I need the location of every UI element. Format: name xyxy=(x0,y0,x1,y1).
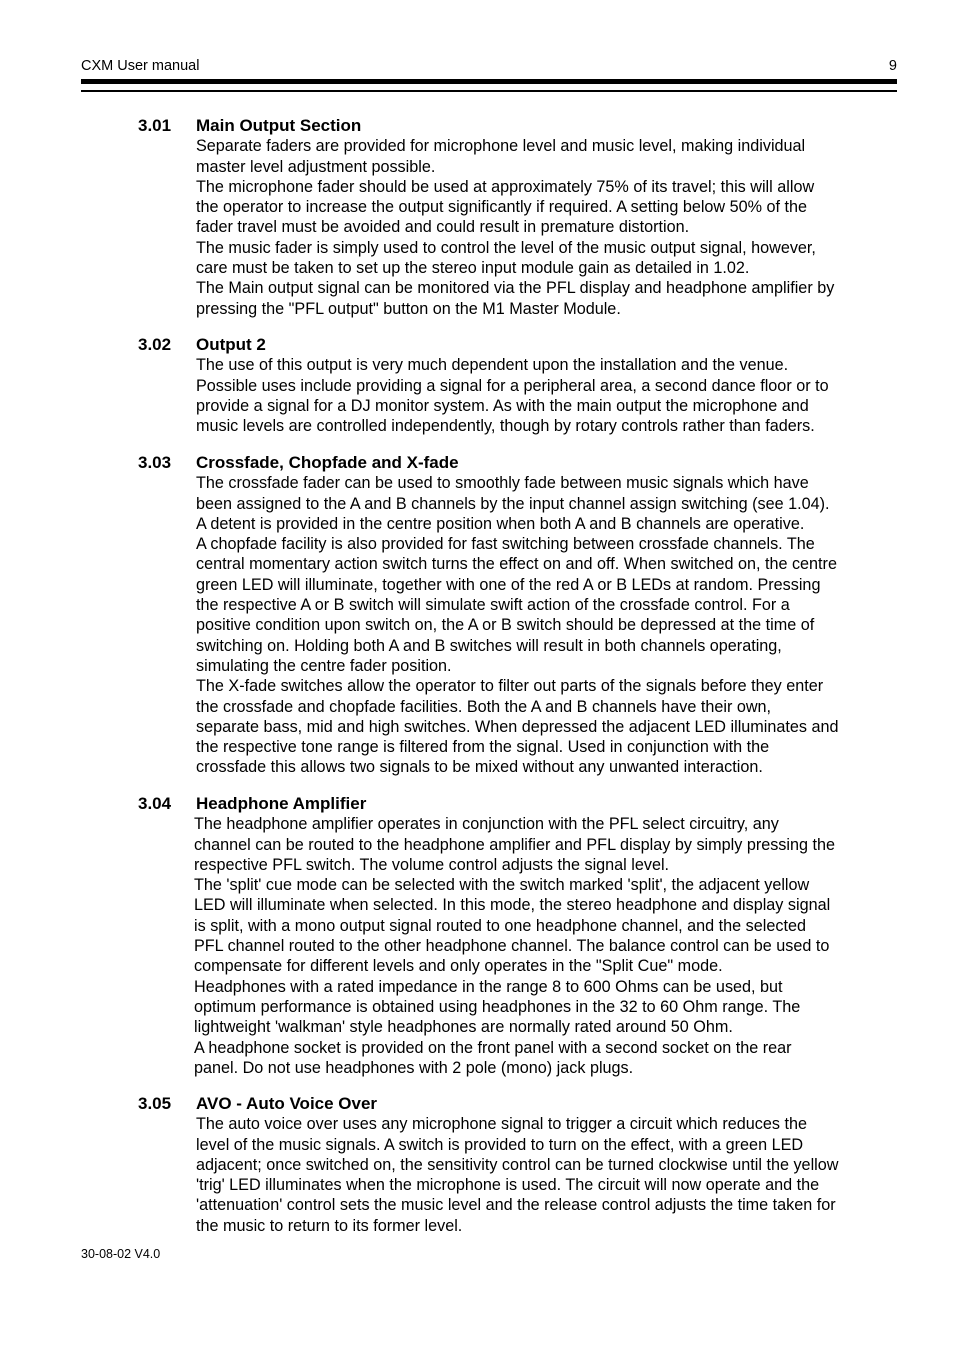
text-line: The microphone fader should be used at approximately 75% of its travel; this will allow xyxy=(196,177,815,196)
text-line: the music to return to its former level. xyxy=(196,1216,463,1235)
text-line: compensate for different levels and only operates in the "Split Cue" mode. xyxy=(194,957,723,976)
section-number: 3.01 xyxy=(138,116,172,135)
text-line: The X-fade switches allow the operator to filter out parts of the signals before they enter xyxy=(196,677,824,696)
section-heading: Output 2 xyxy=(196,335,266,354)
text-line: pressing the "PFL output" button on the M1 Master Module. xyxy=(196,299,621,318)
text-line: 'attenuation' control sets the music level and the release control adjusts the time taken for xyxy=(196,1196,836,1215)
text-line: A detent is provided in the centre position when both A and B channels are operative. xyxy=(196,514,805,533)
section-heading: AVO - Auto Voice Over xyxy=(196,1094,378,1113)
text-line: level of the music signals. A switch is provided to turn on the effect, with a green LED xyxy=(196,1135,804,1154)
text-line: The 'split' cue mode can be selected with the switch marked 'split', the adjacent yellow xyxy=(194,876,810,895)
text-line: is split, with a mono output signal routed to one headphone channel, and the selected xyxy=(194,916,806,935)
section-heading: Crossfade, Chopfade and X-fade xyxy=(196,453,459,472)
page-number: 9 xyxy=(888,58,897,74)
text-line: LED will illuminate when selected. In this mode, the stereo headphone and display signal xyxy=(194,896,831,915)
text-line: adjacent; once switched on, the sensitivity control can be turned clockwise until the yellow xyxy=(196,1155,839,1174)
section-body xyxy=(196,473,898,777)
text-line: the crossfade and chopfade facilities. Both the A and B channels have their own, xyxy=(196,697,772,716)
text-line: respective PFL switch. The volume control adjusts the signal level. xyxy=(194,855,670,874)
text-line: Headphones with a rated impedance in the range 8 to 600 Ohms can be used, but xyxy=(194,977,783,996)
text-line: lightweight 'walkman' style headphones are normally rated around 50 Ohm. xyxy=(194,1018,733,1037)
text-line: positive condition upon switch on, the A or B switch should be depressed at the time of xyxy=(196,616,815,635)
text-line: the respective A or B switch will simulate swift action of the crossfade control. For a xyxy=(196,596,790,615)
text-line: 'trig' LED illuminates when the microphone is used. The circuit will now operate and the xyxy=(196,1176,820,1195)
text-line: provide a signal for a DJ monitor system. As with the main output the microphone and xyxy=(196,396,809,415)
footer-version: 30-08-02 V4.0 xyxy=(81,1247,161,1261)
section-number: 3.02 xyxy=(138,335,172,354)
header-rule-thick xyxy=(81,79,897,84)
section-number: 3.03 xyxy=(138,453,172,472)
section-heading: Headphone Amplifier xyxy=(196,794,367,813)
text-line: the operator to increase the output significantly if required. A setting below 50% of the xyxy=(196,198,808,217)
text-line: Possible uses include providing a signal for a peripheral area, a second dance floor or to xyxy=(196,376,829,395)
text-line: green LED will illuminate, together with one of the red A or B LEDs at random. Pressing xyxy=(196,575,821,594)
text-line: The Main output signal can be monitored via the PFL display and headphone amplifier by xyxy=(196,279,835,298)
text-line: crossfade this allows two signals to be mixed without any unwanted interaction. xyxy=(196,758,763,777)
text-line: A chopfade facility is also provided for fast switching between crossfade channels. The xyxy=(196,535,815,554)
text-line: separate bass, mid and high switches. When depressed the adjacent LED illuminates and xyxy=(196,717,839,736)
text-line: The use of this output is very much dependent upon the installation and the venue. xyxy=(196,356,789,375)
text-line: simulating the centre fader position. xyxy=(196,656,452,675)
text-line: The music fader is simply used to control the level of the music output signal, however, xyxy=(196,238,816,257)
section-number: 3.04 xyxy=(138,794,172,813)
section-body xyxy=(194,814,896,1078)
text-line: The crossfade fader can be used to smoothly fade between music signals which have xyxy=(196,474,809,493)
text-line: the respective tone range is filtered from the signal. Used in conjunction with the xyxy=(196,738,770,757)
text-line: PFL channel routed to the other headphone channel. The balance control can be used to xyxy=(194,937,830,956)
text-line: central momentary action switch turns the effect on and off. When switched on, the centre xyxy=(196,555,837,574)
text-line: been assigned to the A and B channels by the input channel assign switching (see 1.04). xyxy=(196,494,830,513)
section-heading: Main Output Section xyxy=(196,116,362,135)
text-line: A headphone socket is provided on the front panel with a second socket on the rear xyxy=(194,1038,792,1057)
section-number: 3.05 xyxy=(138,1094,172,1113)
text-line: switching on. Holding both A and B switches will result in both channels operating, xyxy=(196,636,782,655)
text-line: music levels are controlled independently, though by rotary controls rather than faders. xyxy=(196,417,815,436)
section-body xyxy=(196,136,898,319)
section-body xyxy=(196,1114,898,1236)
text-line: master level adjustment possible. xyxy=(196,157,436,176)
text-line: care must be taken to set up the stereo input module gain as detailed in 1.02. xyxy=(196,259,750,278)
text-line: fader travel must be avoided and could result in premature distortion. xyxy=(196,218,690,237)
document-title: CXM User manual xyxy=(81,58,200,74)
header-rule-thin xyxy=(81,90,897,92)
section-body xyxy=(196,355,898,436)
text-line: The headphone amplifier operates in conjunction with the PFL select circuitry, any xyxy=(194,815,779,834)
text-line: panel. Do not use headphones with 2 pole (mono) jack plugs. xyxy=(194,1058,634,1077)
text-line: Separate faders are provided for microphone level and music level, making individual xyxy=(196,137,806,156)
text-line: channel can be routed to the headphone amplifier and PFL display by simply pressing the xyxy=(194,835,836,854)
text-line: The auto voice over uses any microphone signal to trigger a circuit which reduces the xyxy=(196,1115,807,1134)
text-line: optimum performance is obtained using headphones in the 32 to 60 Ohm range. The xyxy=(194,997,801,1016)
